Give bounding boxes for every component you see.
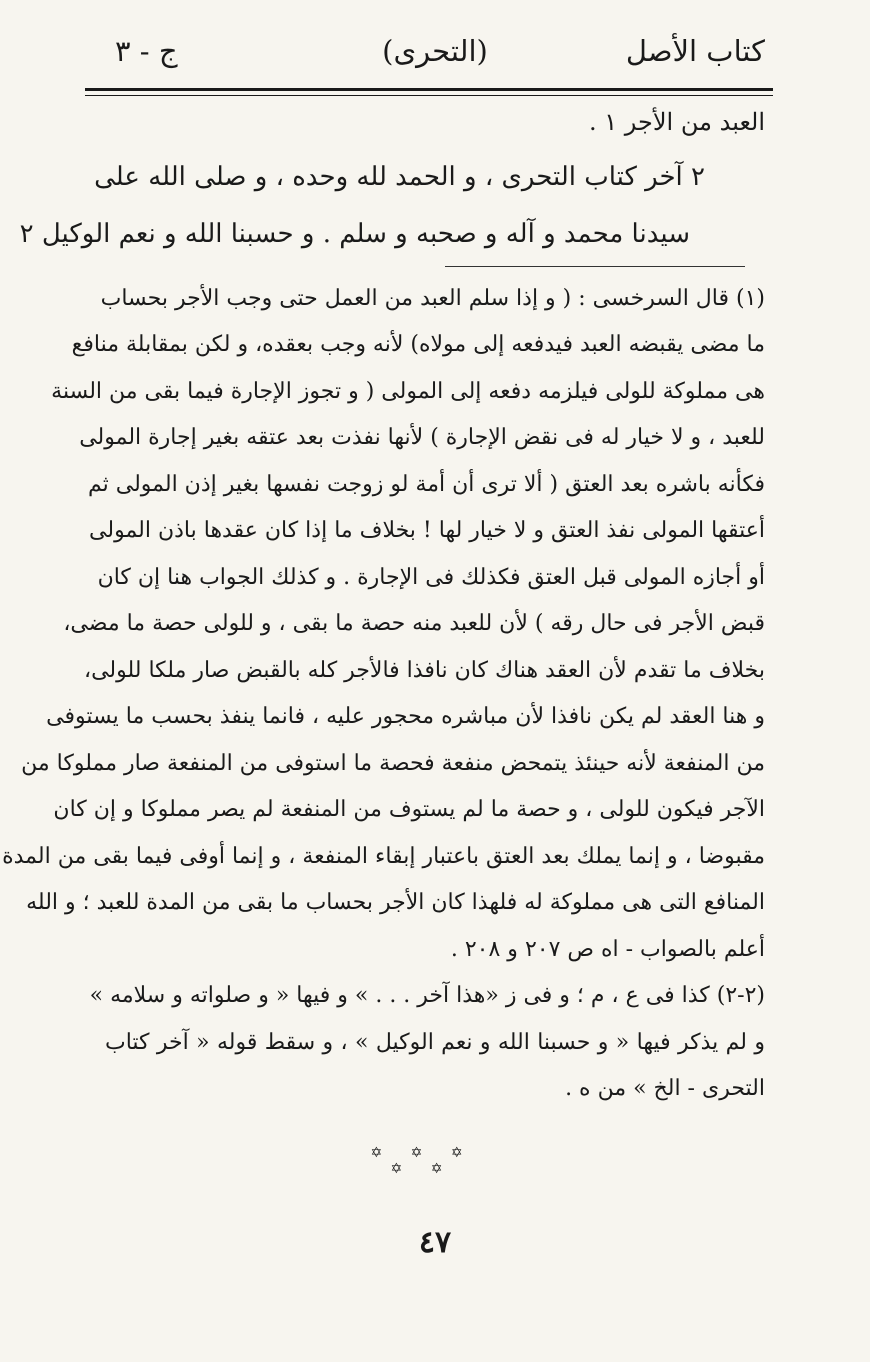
footnote-line: (١) قال السرخسى : ( و إذا سلم العبد من العمل حتى وجب الأجر بحساب (100, 286, 765, 311)
footnote-line: المنافع التى هى مملوكة له فلهذا كان الأجر بحساب ما بقى من المدة للعبد ؛ و الله (26, 890, 765, 915)
book-title: كتاب الأصل (625, 34, 765, 68)
volume-number: ج - ٣ (115, 34, 178, 68)
footnote-line: أو أجازه المولى قبل العتق فكذلك فى الإجارة . و كذلك الجواب هنا إن كان (97, 565, 765, 590)
footnote-line: للعبد ، و لا خيار له فى نقض الإجارة ) لأنها نفذت بعد عتقه بغير إجارة المولى (79, 425, 765, 450)
footnote-line: مقبوضا ، و إنما يملك بعد العتق باعتبار إبقاء المنفعة ، و إنما أوفى فيما بقى من المدة (2, 844, 765, 869)
header-rule-thin (85, 95, 773, 96)
footnote-line: هى مملوكة للولى فيلزمه دفعه إلى المولى ( و تجوز الإجارة فيما بقى من السنة (51, 379, 765, 404)
main-text-line: سيدنا محمد و آله و صحبه و سلم . و حسبنا الله و نعم الوكيل ٢ (19, 219, 690, 249)
footnote-line: (٢-٢) كذا فى ع ، م ؛ و فى ز «هذا آخر . . . » و فيها « و صلواته و سلامه » (89, 983, 765, 1008)
footnote-line: قبض الأجر فى حال رقه ) لأن للعبد منه حصة ما بقى ، و للولى حصة ما مضى، (63, 611, 765, 636)
footnote-line: ما مضى يقبضه العبد فيدفعه إلى مولاه) لأنه وجب بعقده، و لكن بمقابلة منافع (71, 332, 765, 357)
ornament-stars: ✡ ✡ ✡ ✡ ✡ (370, 1145, 475, 1177)
footnote-line: بخلاف ما تقدم لأن العقد هناك كان نافذا فالأجر كله بالقبض صار ملكا للولى، (83, 658, 765, 683)
main-text-line: ٢ آخر كتاب التحرى ، و الحمد لله وحده ، و صلى الله على (94, 162, 705, 192)
footnote-line: و لم يذكر فيها « و حسبنا الله و نعم الوكيل » ، و سقط قوله « آخر كتاب (105, 1030, 765, 1055)
footnote-line: و هنا العقد لم يكن نافذا لأن مباشره محجور عليه ، فانما ينفذ بحسب ما يستوفى (46, 704, 765, 729)
main-text-line: العبد من الأجر ١ . (589, 108, 765, 136)
chapter-title: (التحرى) (382, 34, 488, 68)
footnote-line: من المنفعة لأنه حينئذ يتمحض منفعة فحصة ما استوفى من المنفعة صار مملوكا من (21, 751, 765, 776)
footnote-separator (445, 266, 745, 267)
footnote-line: أعلم بالصواب - اه ص ٢٠٧ و ٢٠٨ . (450, 937, 765, 962)
running-header (105, 28, 765, 80)
footnote-line: فكأنه باشره بعد العتق ( ألا ترى أن أمة لو زوجت نفسها بغير إذن المولى ثم (87, 472, 765, 497)
footnote-line: التحرى - الخ » من ه . (565, 1076, 765, 1101)
header-rule-thick (85, 88, 773, 91)
footnote-line: الآجر فيكون للولى ، و حصة ما لم يستوف من المنفعة لم يصر مملوكا و إن كان (53, 797, 765, 822)
footnote-line: أعتقها المولى نفذ العتق و لا خيار لها ! بخلاف ما إذا كان عقدها باذن المولى (89, 518, 765, 543)
page-number: ٤٧ (418, 1225, 452, 1260)
